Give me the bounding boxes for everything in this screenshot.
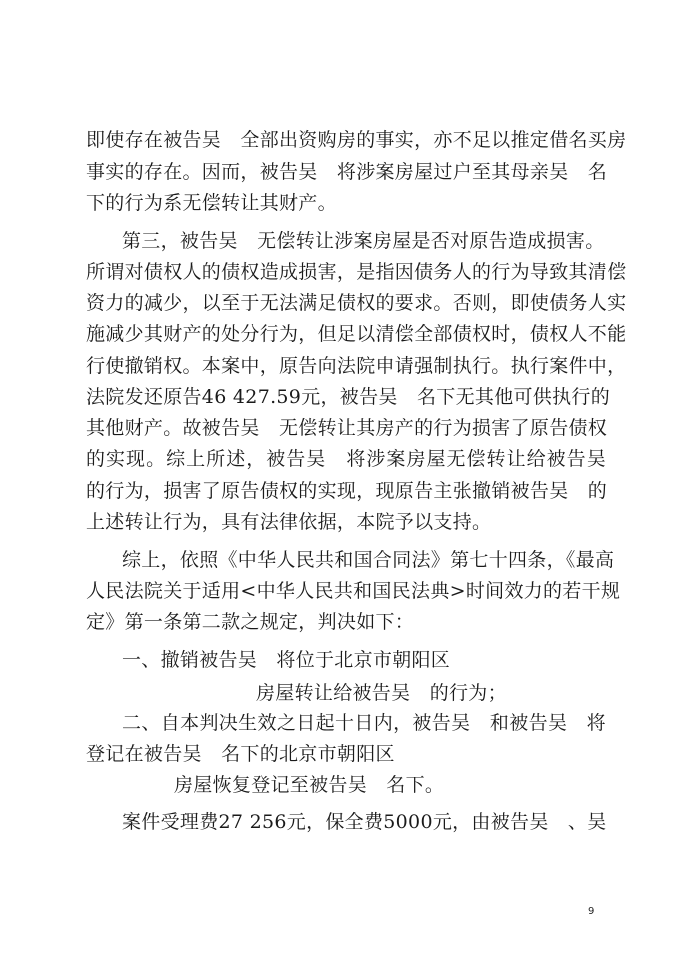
body-line: 房屋恢复登记至被告吴 名下。 <box>174 774 445 796</box>
body-line: 法院发还原告46 427.59元，被告吴 名下无其他可供执行的 <box>86 386 610 408</box>
body-line: 资力的减少，以至于无法满足债权的要求。否则，即使债务人实 <box>86 292 627 314</box>
body-line: 人民法院关于适用<中华人民共和国民法典>时间效力的若干规 <box>86 580 621 602</box>
body-line: 其他财产。故被告吴 无偿转让其房产的行为损害了原告债权 <box>86 417 608 439</box>
body-line: 定》第一条第二款之规定，判决如下： <box>86 611 415 633</box>
body-line: 事实的存在。因而，被告吴 将涉案房屋过户至其母亲吴 名 <box>86 161 608 183</box>
body-line: 案件受理费27 256元，保全费5000元，由被告吴 、吴 <box>122 811 607 833</box>
body-line: 二、自本判决生效之日起十日内，被告吴 和被告吴 将 <box>122 712 606 734</box>
body-line: 房屋转让给被告吴 的行为； <box>256 682 507 704</box>
body-line: 第三，被告吴 无偿转让涉案房屋是否对原告造成损害。 <box>122 230 605 252</box>
body-line: 施减少其财产的处分行为，但足以清偿全部债权时，债权人不能 <box>86 323 627 345</box>
body-line: 的行为，损害了原告债权的实现，现原告主张撤销被告吴 的 <box>86 480 608 502</box>
page-number: 9 <box>588 906 595 917</box>
body-line: 所谓对债权人的债权造成损害，是指因债务人的行为导致其清偿 <box>86 261 627 283</box>
body-line: 上述转让行为，具有法律依据，本院予以支持。 <box>86 511 492 533</box>
body-line: 即使存在被告吴 全部出资购房的事实，亦不足以推定借名买房 <box>86 129 627 151</box>
body-line: 的实现。综上所述，被告吴 将涉案房屋无偿转让给被告吴 <box>86 448 606 470</box>
body-line: 行使撤销权。本案中，原告向法院申请强制执行。执行案件中， <box>86 355 627 377</box>
body-line: 综上，依照《中华人民共和国合同法》第七十四条，《最高 <box>122 549 615 571</box>
body-line: 一、撤销被告吴 将位于北京市朝阳区 <box>122 649 451 671</box>
body-line: 下的行为系无偿转让其财产。 <box>86 192 337 214</box>
body-line: 登记在被告吴 名下的北京市朝阳区 <box>86 743 395 765</box>
